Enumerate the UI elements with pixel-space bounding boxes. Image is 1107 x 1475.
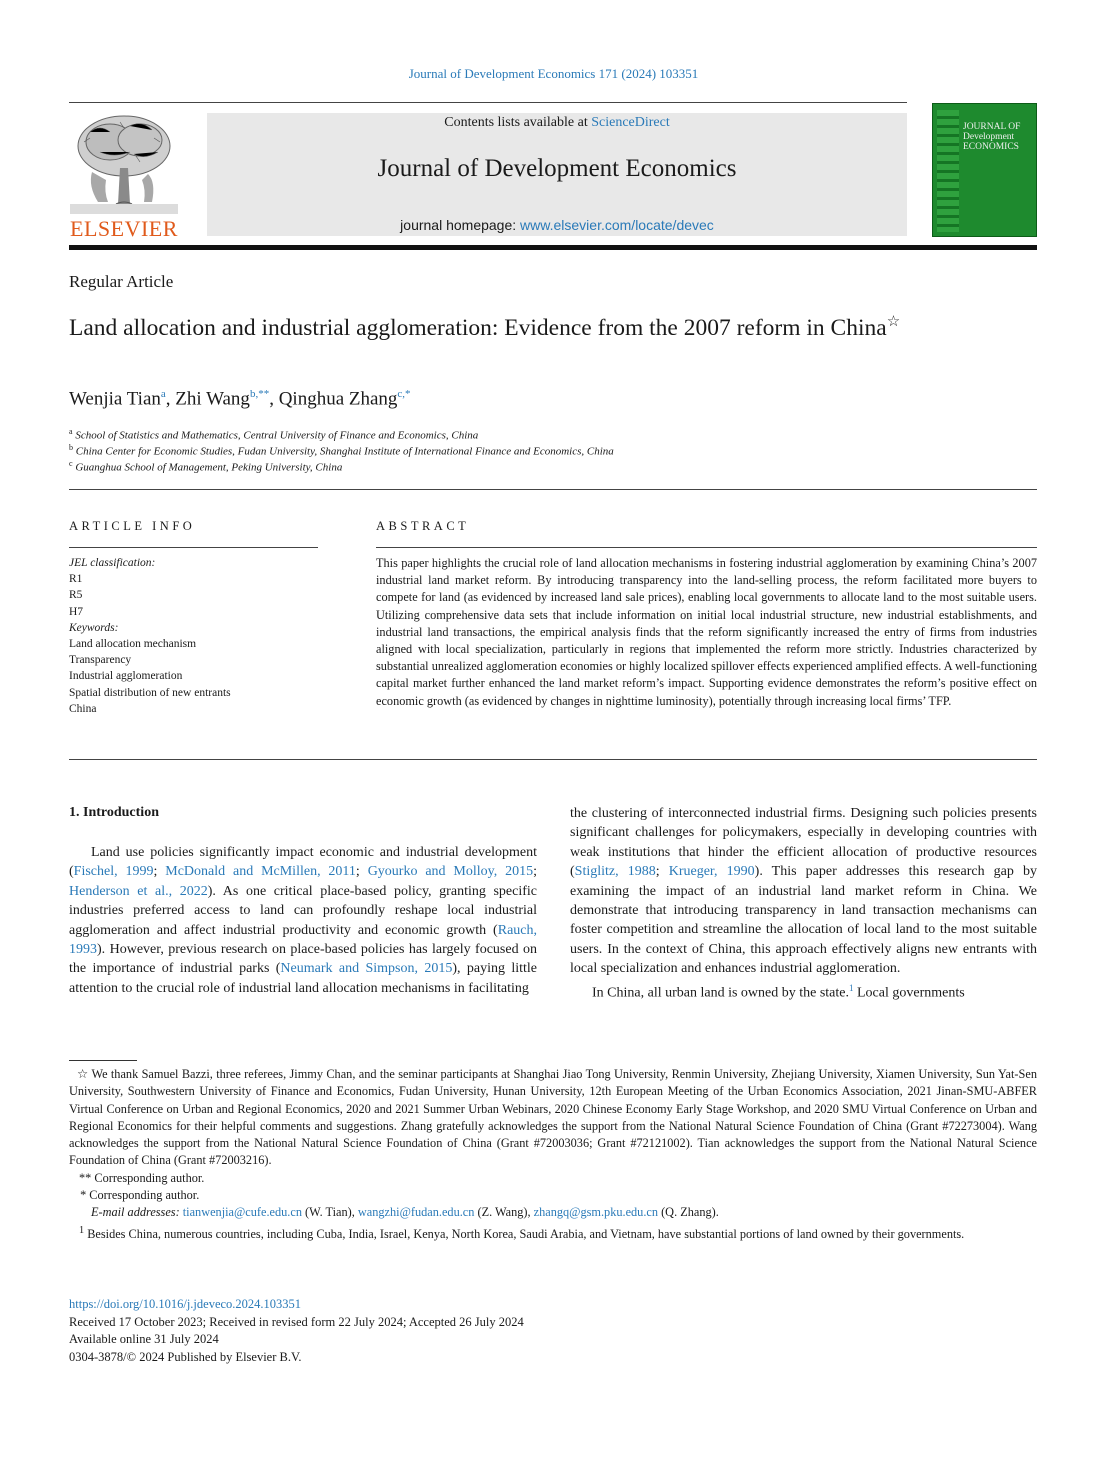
footnote-text: Corresponding author. bbox=[89, 1188, 200, 1203]
keywords-label: Keywords: bbox=[69, 621, 119, 634]
footnote-corresponding-1: * Corresponding author. bbox=[77, 1188, 200, 1203]
jel-code: R5 bbox=[69, 589, 83, 602]
copyright-line: 0304-3878/© 2024 Published by Elsevier B.V. bbox=[69, 1349, 302, 1364]
abstract-bottom-rule bbox=[69, 759, 1037, 760]
author-name[interactable]: Wenjia Tian bbox=[69, 388, 161, 410]
journal-cover-thumbnail[interactable] bbox=[932, 103, 1037, 237]
title-footnote-mark[interactable]: ☆ bbox=[886, 314, 901, 330]
cover-stripe bbox=[937, 110, 959, 232]
citation-link[interactable]: Krueger, 1990 bbox=[668, 864, 755, 880]
keyword: Industrial agglomeration bbox=[69, 670, 183, 683]
intro-paragraph bbox=[570, 979, 1037, 1003]
article-info-list bbox=[69, 555, 319, 717]
affiliation-text: Guanghua School of Management, Peking University, China bbox=[75, 461, 343, 474]
elsevier-wordmark: ELSEVIER bbox=[70, 216, 178, 241]
journal-masthead bbox=[207, 113, 907, 236]
contents-prefix: Contents lists available at bbox=[444, 115, 592, 130]
header-rule bbox=[69, 102, 907, 103]
received-dates: Received 17 October 2023; Received in revised form 22 July 2024; Accepted 26 July 2024 bbox=[69, 1314, 524, 1329]
body-text: Local governments bbox=[853, 985, 965, 1001]
citation-link[interactable]: Stiglitz, 1988 bbox=[574, 864, 656, 880]
contents-line bbox=[207, 115, 907, 131]
article-info-rule bbox=[69, 547, 318, 548]
affiliation-key: b bbox=[69, 443, 73, 452]
intro-paragraph bbox=[570, 804, 1037, 979]
affiliation-text: China Center for Economic Studies, Fudan University, Shanghai Institute of International Finance and Economics, China bbox=[75, 445, 614, 458]
keyword: Transparency bbox=[69, 654, 132, 667]
publication-info bbox=[69, 1296, 524, 1366]
affiliation bbox=[69, 459, 342, 474]
body-text: ). As one critical place-based policy, granting specific industries preferred access to land can profoundly reshape local industrial agglomeration and affect industrial productivity and economic growth ( bbox=[69, 883, 538, 938]
author-affiliation-mark[interactable]: c,* bbox=[397, 388, 411, 400]
body-text: Land use policies significantly impact economic and industrial development ( bbox=[69, 845, 537, 880]
email-link[interactable]: tianwenjia@cufe.edu.cn bbox=[182, 1205, 302, 1220]
cover-title: JOURNAL OF Development ECONOMICS bbox=[963, 122, 1021, 152]
keyword: Spatial distribution of new entrants bbox=[69, 686, 231, 699]
email-owner: (Z. Wang), bbox=[474, 1205, 534, 1220]
footnote-text: We thank Samuel Bazzi, three referees, Jimmy Chan, and the seminar participants at Shanghai Jiao Tong University, Renmin University, Zhejiang University, Xiamen University, Sun Yat-Sen University, Southwestern University of Finance and Economics, Fudan University, Hunan University, 12th European Meeting of the Urban Economics Association, 2021 Jinan-SMU-ABFER Virtual Conference on Urban and Regional Economics, 2020 and 2021 Summer Urban Webinars, 2020 Chinese Economy Early Stage Workshop, and 2020 SMU Virtual Conference on Urban and Regional Economics for their helpful comments and suggestions. Zhang gratefully acknowledges the support from the National Natural Science Foundation of China (Grant #72273004). Wang acknowledges the support from the National Natural Science Foundation of China (Grant #72003036; Grant #72121002). Tian acknowledges the support from the National Natural Science Foundation of China (Grant #72003216). bbox=[69, 1067, 1037, 1168]
jel-code: H7 bbox=[69, 605, 84, 618]
footnotes bbox=[69, 1066, 1037, 1243]
body-text: ; bbox=[355, 864, 368, 880]
footnote-text: Corresponding author. bbox=[94, 1170, 205, 1185]
abstract-rule bbox=[376, 547, 1037, 548]
intro-right-column bbox=[570, 804, 1037, 1003]
keyword: China bbox=[69, 702, 97, 715]
email-owner: (W. Tian), bbox=[301, 1205, 358, 1220]
article-type: Regular Article bbox=[69, 272, 174, 291]
abstract-heading: ABSTRACT bbox=[376, 519, 470, 533]
intro-left-column bbox=[69, 843, 537, 998]
citation-link[interactable]: Henderson et al., 2022 bbox=[69, 883, 208, 899]
footnote-rule bbox=[69, 1060, 137, 1061]
body-text: ; bbox=[153, 864, 166, 880]
email-link[interactable]: wangzhi@fudan.edu.cn bbox=[357, 1205, 475, 1220]
citation-link[interactable]: Gyourko and Molloy, 2015 bbox=[367, 864, 534, 880]
title-text: Land allocation and industrial agglomeration: Evidence from the 2007 reform in China bbox=[69, 314, 887, 341]
author-list: Wenjia Tian$^a$, Zhi Wang$^{b,**}$, Qinghua Zhang$^{c,*}$ bbox=[69, 388, 411, 410]
section-heading-introduction: 1. Introduction bbox=[69, 805, 159, 820]
article-info-heading: ARTICLE INFO bbox=[69, 519, 196, 533]
homepage-prefix: journal homepage: bbox=[400, 217, 521, 233]
email-link[interactable]: zhangq@gsm.pku.edu.cn bbox=[533, 1205, 659, 1220]
online-date: Available online 31 July 2024 bbox=[69, 1332, 219, 1346]
elsevier-logo[interactable] bbox=[66, 112, 182, 240]
affiliation bbox=[69, 427, 478, 442]
footnote-mark: 1 bbox=[79, 1224, 85, 1236]
footnote-mark: ☆ bbox=[77, 1067, 89, 1081]
masthead-rule bbox=[69, 245, 1037, 250]
citation-link[interactable]: Neumark and Simpson, 2015 bbox=[280, 961, 453, 977]
body-text: the clustering of interconnected industrial firms. Designing such policies presents significant challenges for policymakers, especially in developing countries with weak institutions that hinder the efficient allocation of productive resources ( bbox=[570, 806, 1037, 880]
citation-link[interactable]: Fischel, 1999 bbox=[73, 864, 154, 880]
citation-link[interactable]: Rauch, 1993 bbox=[69, 922, 537, 958]
homepage-line bbox=[207, 217, 907, 233]
affiliation-rule bbox=[69, 489, 1037, 490]
author-name[interactable]: Qinghua Zhang bbox=[278, 388, 398, 410]
email-owner: (Q. Zhang). bbox=[658, 1205, 719, 1220]
body-text: In China, all urban land is owned by the state. bbox=[592, 985, 849, 1001]
body-text: ; bbox=[533, 864, 537, 880]
footnote-acknowledgements bbox=[69, 1066, 1037, 1170]
elsevier-tree-icon bbox=[70, 112, 178, 214]
journal-name: Journal of Development Economics bbox=[377, 155, 737, 182]
footnote-emails bbox=[69, 1204, 1037, 1221]
author-affiliation-mark[interactable]: a bbox=[160, 388, 166, 400]
abstract-text: This paper highlights the crucial role of land allocation mechanisms in fostering industrial agglomeration by examining China’s 2007 industrial land market reform. By introducing transparency into the land-selling process, the reform facilitated more buyers to compete for land (as evidenced by increased land sale prices), enabling local governments to allocate land to the most suitable users. Utilizing comprehensive data sets that include information on initial local industrial structure, new industrial establishments, and industrial land transactions, the empirical analysis finds that the reform significantly increased the entry of firms from industries aligned with local specialization, particularly in regions that implemented the reform more strictly. Industries characterized by substantial unrealized agglomeration economies or highly localized spillover effects experienced amplified effects. A well-functioning capital market further enhanced the land market reform’s impact. Supporting evidence demonstrates the reform’s positive effect on economic growth (as evidenced by changes in nighttime luminosity), potentially through increasing local firms’ TFP. bbox=[376, 556, 1037, 708]
journal-citation[interactable]: Journal of Development Economics 171 (2024) 103351 bbox=[408, 66, 699, 81]
sciencedirect-link[interactable]: ScienceDirect bbox=[591, 115, 670, 130]
footnote-corresponding-2: ** Corresponding author. bbox=[79, 1170, 205, 1185]
footnote-1 bbox=[69, 1222, 1037, 1243]
affiliation-key: c bbox=[69, 459, 73, 468]
affiliation-key: a bbox=[69, 427, 73, 436]
jel-code: R1 bbox=[69, 573, 83, 586]
body-text: ). This paper addresses this research gap by examining the impact of an industrial land market reform in China. We demonstrate that introducing transparency in land transaction mechanisms can foster competition and streamline the allocation of local land to the most suitable users. In the context of China, this approach effectively aligns new entrants with local specialization and enhances industrial agglomeration. bbox=[570, 864, 1038, 977]
doi-link[interactable]: https://doi.org/10.1016/j.jdeveco.2024.103351 bbox=[69, 1297, 302, 1311]
body-text: ). However, previous research on place-based policies has largely focused on the importance of industrial parks ( bbox=[69, 942, 537, 977]
article-title bbox=[69, 307, 909, 344]
jel-label: JEL classification: bbox=[69, 557, 156, 569]
footnote-text: Besides China, numerous countries, including Cuba, India, Israel, Kenya, North Korea, Saudi Arabia, and Vietnam, have substantial portions of land owned by their governments. bbox=[87, 1226, 965, 1241]
homepage-link[interactable]: www.elsevier.com/locate/devec bbox=[520, 217, 714, 233]
footnote-mark[interactable]: 1 bbox=[849, 982, 854, 993]
body-text: ), paying little attention to the crucial role of industrial land allocation mechanisms in facilitating bbox=[69, 961, 537, 996]
email-label: E-mail addresses: bbox=[91, 1205, 180, 1220]
affiliation-text: School of Statistics and Mathematics, Central University of Finance and Economics, China bbox=[75, 429, 479, 442]
author-affiliation-mark[interactable]: b,** bbox=[249, 388, 270, 400]
body-text: ; bbox=[655, 864, 669, 880]
author-name[interactable]: Zhi Wang bbox=[175, 388, 250, 410]
keyword: Land allocation mechanism bbox=[69, 638, 197, 651]
citation-link[interactable]: McDonald and McMillen, 2011 bbox=[165, 864, 356, 880]
affiliation bbox=[69, 443, 614, 458]
